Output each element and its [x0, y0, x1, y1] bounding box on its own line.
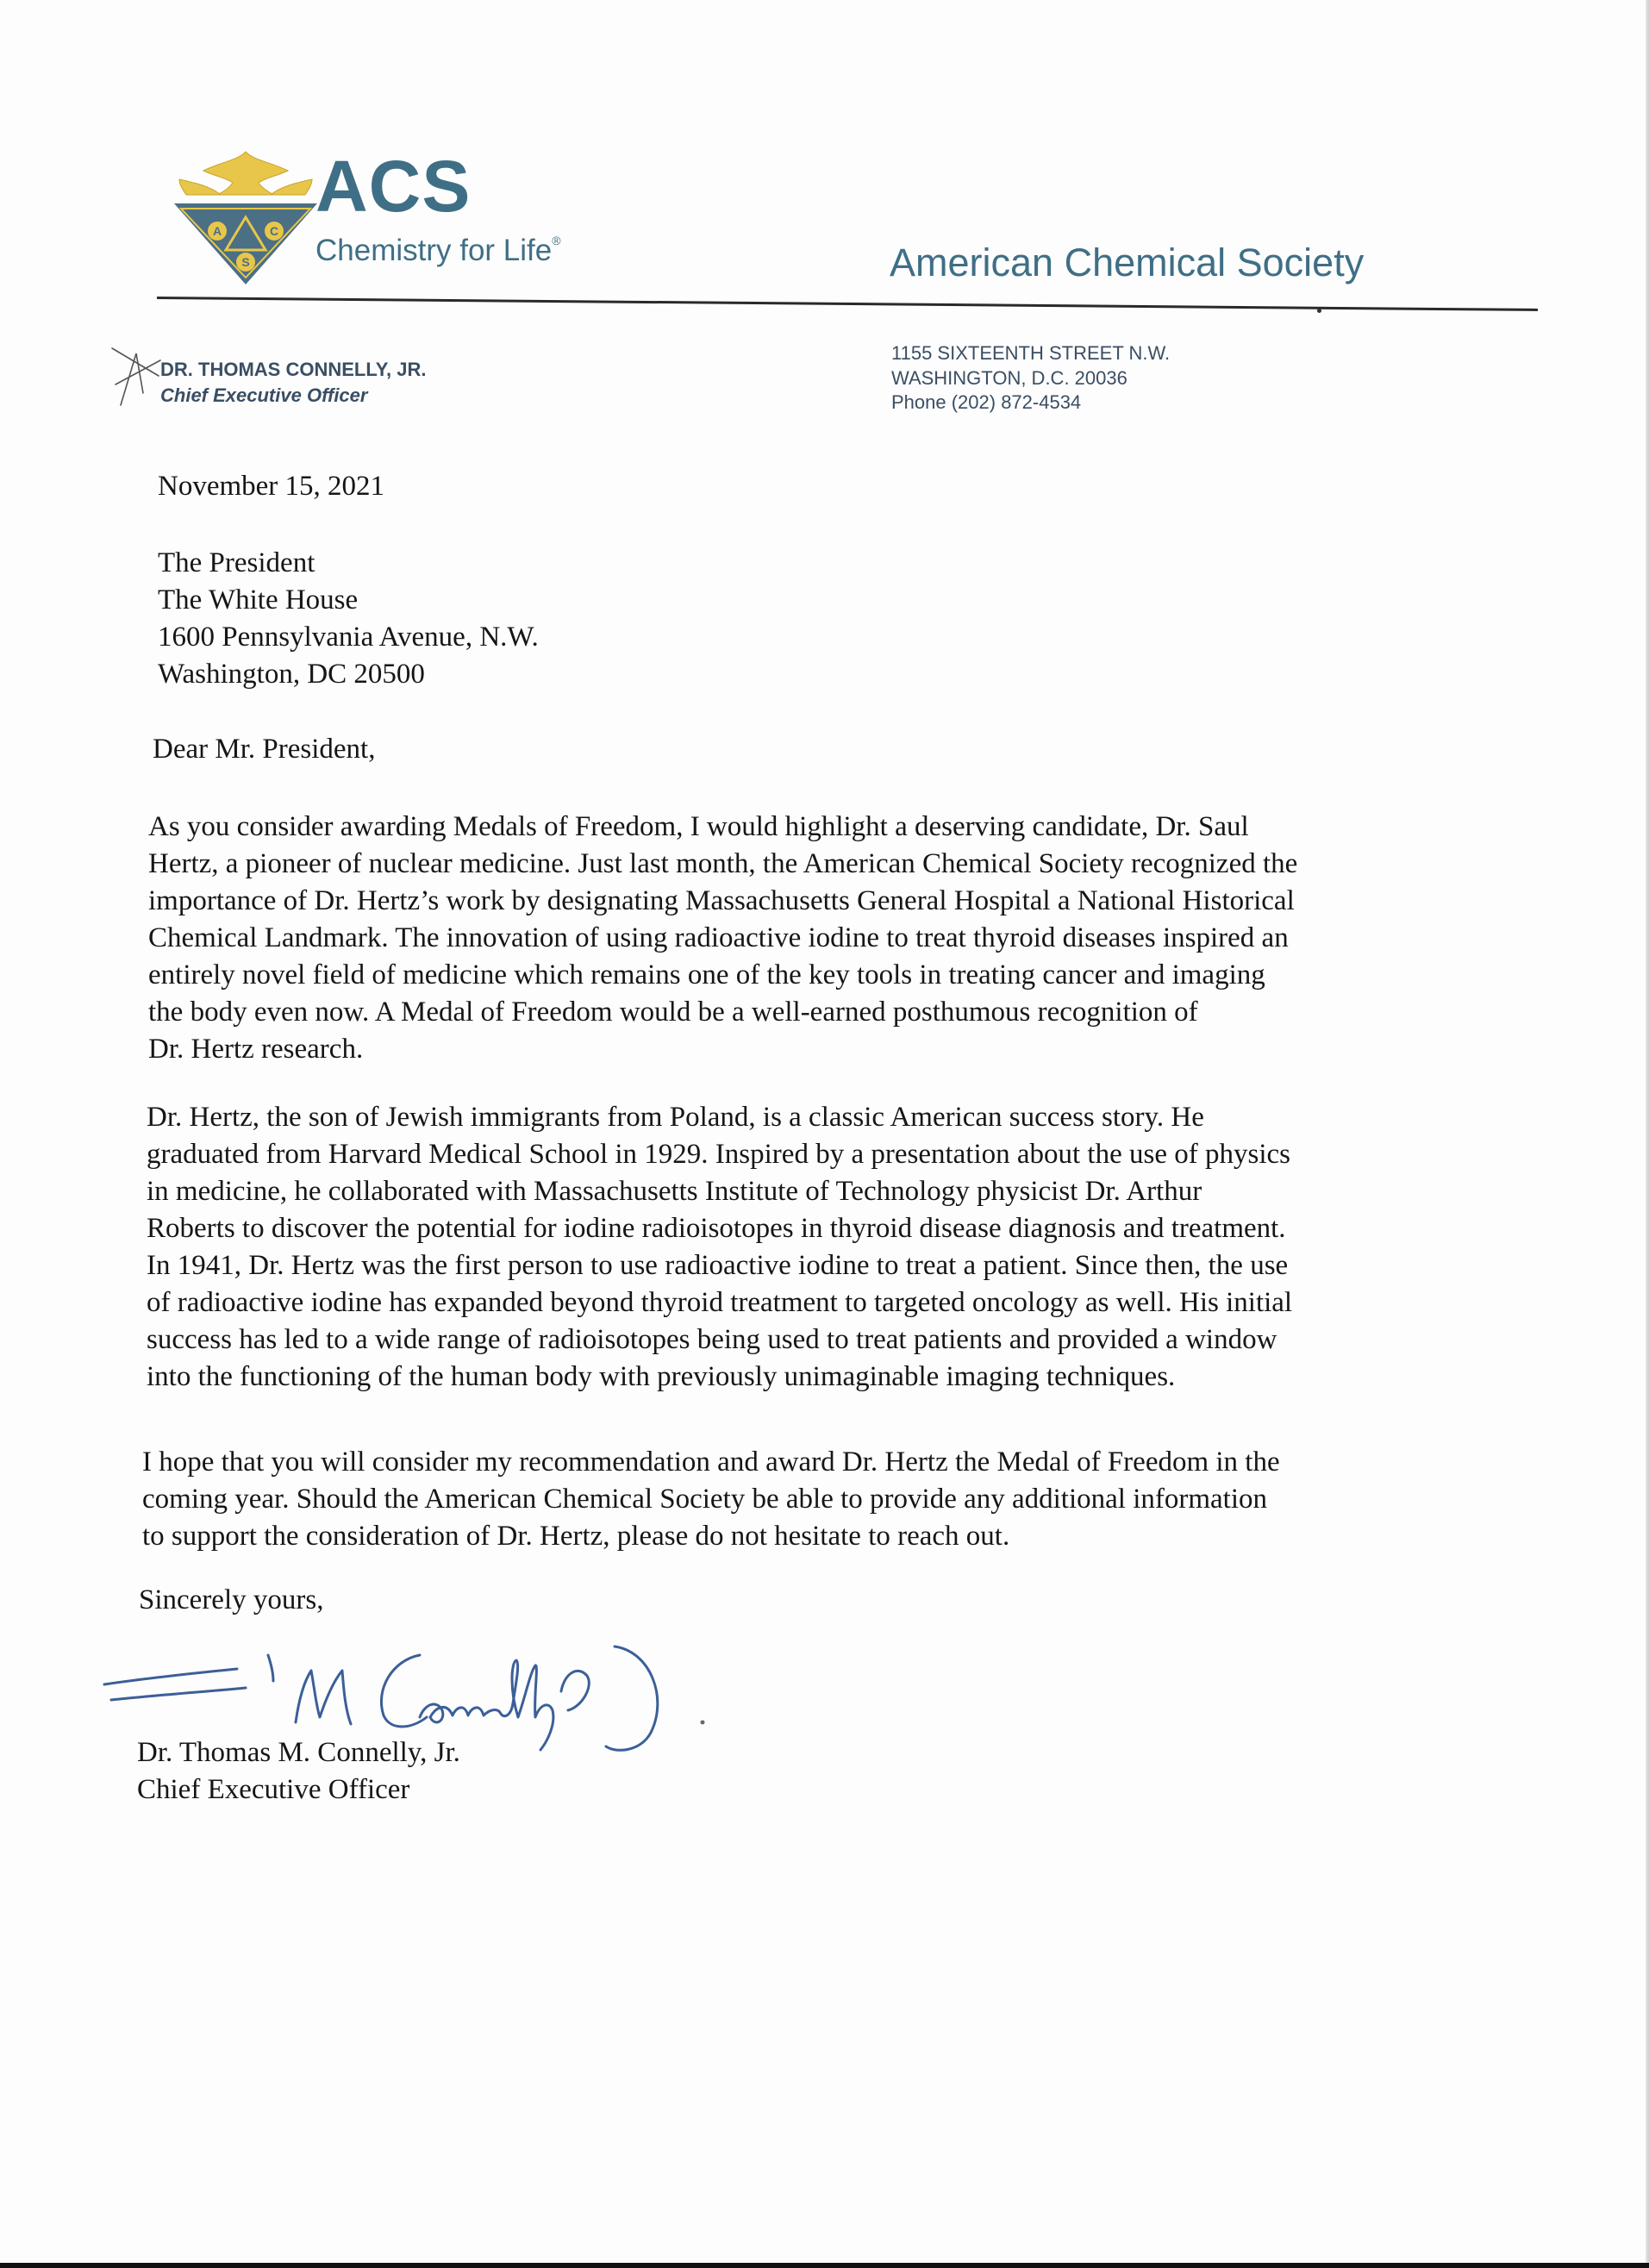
address-city: WASHINGTON, D.C. 20036	[891, 366, 1127, 389]
paragraph-line: the body even now. A Medal of Freedom would be a well-earned posthumous recognition of	[148, 997, 1198, 1028]
salutation: Dear Mr. President,	[153, 734, 376, 765]
address-phone: Phone (202) 872-4534	[891, 391, 1082, 414]
scan-edge	[1646, 0, 1649, 2268]
paragraph-line: Roberts to discover the potential for iodine radioisotopes in thyroid disease diagnosis and treatment.	[147, 1213, 1286, 1244]
address-street: 1155 SIXTEENTH STREET N.W.	[891, 342, 1171, 364]
logo-tagline	[315, 234, 561, 266]
signer-block	[137, 1734, 460, 1809]
recipient-line: 1600 Pennsylvania Avenue, N.W.	[158, 622, 539, 653]
recipient-line: Washington, DC 20500	[158, 659, 425, 690]
paragraph-line: coming year. Should the American Chemical Society be able to provide any additional information	[142, 1484, 1267, 1515]
paragraph-line: graduated from Harvard Medical School in 1929. Inspired by a presentation about the use of physics	[147, 1139, 1290, 1170]
emblem-letter-s: S	[241, 255, 250, 269]
recipient-line: The President	[158, 547, 315, 578]
signer-title: Chief Executive Officer	[137, 1774, 410, 1805]
ceo-header-name: DR. THOMAS CONNELLY, JR.	[160, 359, 427, 380]
paragraph-line: Dr. Hertz, the son of Jewish immigrants from Poland, is a classic American success story. He	[147, 1102, 1204, 1133]
header-divider	[157, 297, 1538, 311]
signer-name: Dr. Thomas M. Connelly, Jr.	[137, 1737, 460, 1768]
body-paragraph-3	[142, 1444, 1280, 1555]
paragraph-line: As you consider awarding Medals of Freedom, I would highlight a deserving candidate, Dr. Saul	[148, 811, 1249, 842]
body-paragraph-2	[147, 1099, 1292, 1396]
paragraph-line: into the functioning of the human body with previously unimaginable imaging techniques.	[147, 1361, 1176, 1392]
paragraph-line: In 1941, Dr. Hertz was the first person to use radioactive iodine to treat a patient. Since then, the use	[147, 1250, 1289, 1281]
recipient-address	[158, 545, 539, 693]
letter-date: November 15, 2021	[158, 471, 385, 502]
paragraph-line: entirely novel field of medicine which remains one of the key tools in treating cancer and imaging	[148, 959, 1265, 990]
recipient-line: The White House	[158, 584, 359, 615]
scan-speck	[1317, 309, 1321, 313]
acs-emblem-icon	[169, 145, 322, 291]
closing: Sincerely yours,	[139, 1584, 324, 1615]
paragraph-line: importance of Dr. Hertz’s work by designating Massachusetts General Hospital a National Historical	[148, 885, 1295, 916]
ceo-header-block	[160, 357, 426, 408]
organization-name: American Chemical Society	[890, 241, 1365, 284]
organization-address	[891, 341, 1170, 415]
logo-tagline-text: Chemistry for Life	[315, 234, 553, 267]
paragraph-line: Chemical Landmark. The innovation of using radioactive iodine to treat thyroid diseases inspired an	[148, 922, 1289, 953]
scan-edge	[0, 2263, 1649, 2268]
ceo-header-title: Chief Executive Officer	[160, 384, 368, 406]
paragraph-line: success has led to a wide range of radioisotopes being used to treat patients and provided a window	[147, 1324, 1277, 1355]
paragraph-line: in medicine, he collaborated with Massachusetts Institute of Technology physicist Dr. Arthur	[147, 1176, 1202, 1207]
body-paragraph-1	[148, 809, 1297, 1068]
paragraph-line: I hope that you will consider my recommendation and award Dr. Hertz the Medal of Freedom in the	[142, 1446, 1280, 1478]
logo-wordmark: ACS	[315, 146, 472, 227]
paragraph-line: Hertz, a pioneer of nuclear medicine. Just last month, the American Chemical Society recognized the	[148, 848, 1298, 879]
paragraph-line: to support the consideration of Dr. Hertz, please do not hesitate to reach out.	[142, 1521, 1010, 1552]
trademark-symbol: ®	[552, 234, 561, 247]
paragraph-line: of radioactive iodine has expanded beyond thyroid treatment to targeted oncology as well. His initial	[147, 1287, 1293, 1318]
paragraph-line: Dr. Hertz research.	[148, 1034, 364, 1065]
emblem-letter-c: C	[269, 224, 279, 238]
emblem-letter-a: A	[212, 224, 222, 238]
